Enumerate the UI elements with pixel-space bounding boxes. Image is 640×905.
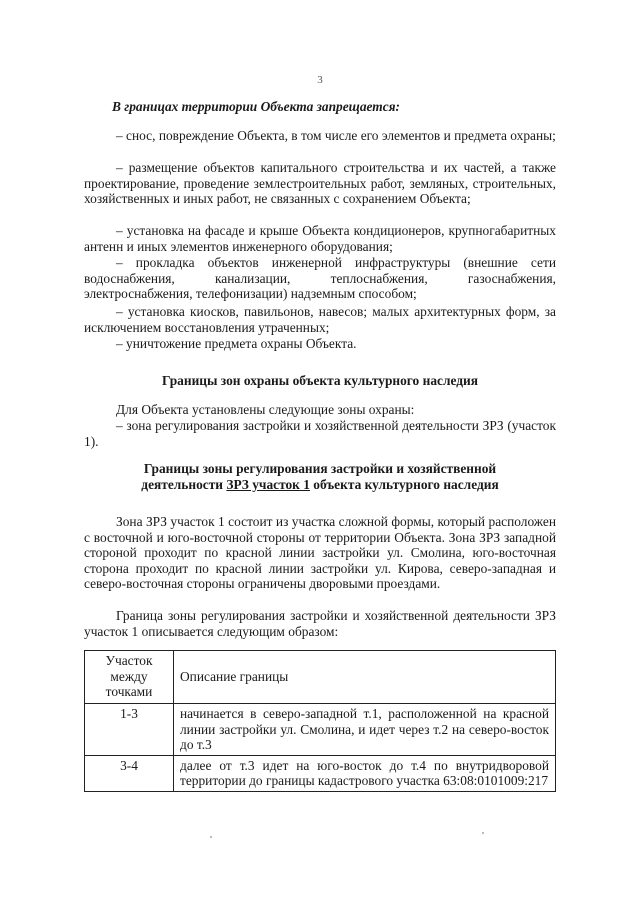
row-points: 1-3 (85, 704, 174, 756)
prohibited-item-4: – прокладка объектов инженерной инфраструктуры (внешние сети водоснабжения, канализации, теплоснабжения, газоснабжения, электроснабжения, телефонизации) надземным способом; (84, 255, 556, 302)
zrz-boundary-intro: Граница зоны регулирования застройки и хозяйственной деятельности ЗРЗ участок 1 описывается следующим образом: (84, 608, 556, 639)
table-row (85, 704, 556, 756)
zones-item: – зона регулирования застройки и хозяйственной деятельности ЗРЗ (участок 1). (84, 418, 556, 449)
page-number: 3 (317, 74, 323, 86)
zrz-description: Зона ЗРЗ участок 1 состоит из участка сложной формы, который расположен с восточной и юго-восточной стороны от территории Объекта. Зона ЗРЗ западной стороной проходит по красной линии застройки ул. Смолина, юго-восточная сторона проходит по красной линии застройки ул. Кирова, северо-западная и северо-восточная стороны ограничены дворовыми проездами. (84, 514, 556, 592)
header-points: Участок между точками (85, 651, 174, 704)
prohibited-item-6: – уничтожение предмета охраны Объекта. (116, 336, 357, 351)
scan-speck (482, 832, 484, 834)
prohibited-item-2: – размещение объектов капитального строительства и их частей, а также проектирование, проведение землестроительных работ, земляных, строительных, хозяйственных и иных работ, не связанных с сохранением Объекта; (84, 160, 556, 207)
prohibited-item-3: – установка на фасаде и крыше Объекта кондиционеров, крупногабаритных антенн и иных элементов инженерного оборудования; (84, 223, 556, 254)
zrz-heading-line1: Границы зоны регулирования застройки и хозяйственной (143, 461, 497, 476)
table-header-row (85, 651, 556, 704)
zrz-heading-line2-end: объекта культурного наследия (309, 476, 499, 492)
zones-intro: Для Объекта установлены следующие зоны охраны: (116, 402, 415, 417)
prohibited-item-1: – снос, повреждение Объекта, в том числе его элементов и предмета охраны; (116, 128, 556, 143)
row-description: далее от т.3 идет на юго-восток до т.4 по внутридворовой территории до границы кадастрового участка 63:08:0101009:217 (174, 755, 556, 791)
row-description: начинается в северо-западной т.1, расположенной на красной линии застройки ул. Смолина, и идет через т.2 на северо-восток до т.3 (174, 704, 556, 756)
scan-speck (210, 836, 212, 838)
zrz-heading (84, 461, 556, 492)
boundary-table (84, 650, 556, 792)
header-description: Описание границы (174, 651, 556, 704)
zones-heading: Границы зон охраны объекта культурного наследия (162, 373, 478, 388)
prohibited-item-5: – установка киосков, павильонов, навесов; малых архитектурных форм, за исключением восстановления утраченных; (84, 304, 556, 335)
row-points: 3-4 (85, 755, 174, 791)
zrz-heading-line2-start: деятельности (141, 476, 227, 492)
zrz-heading-underlined: ЗРЗ участок 1 (226, 476, 310, 492)
prohibited-heading: В границах территории Объекта запрещается: (112, 99, 400, 114)
table-row (85, 755, 556, 791)
